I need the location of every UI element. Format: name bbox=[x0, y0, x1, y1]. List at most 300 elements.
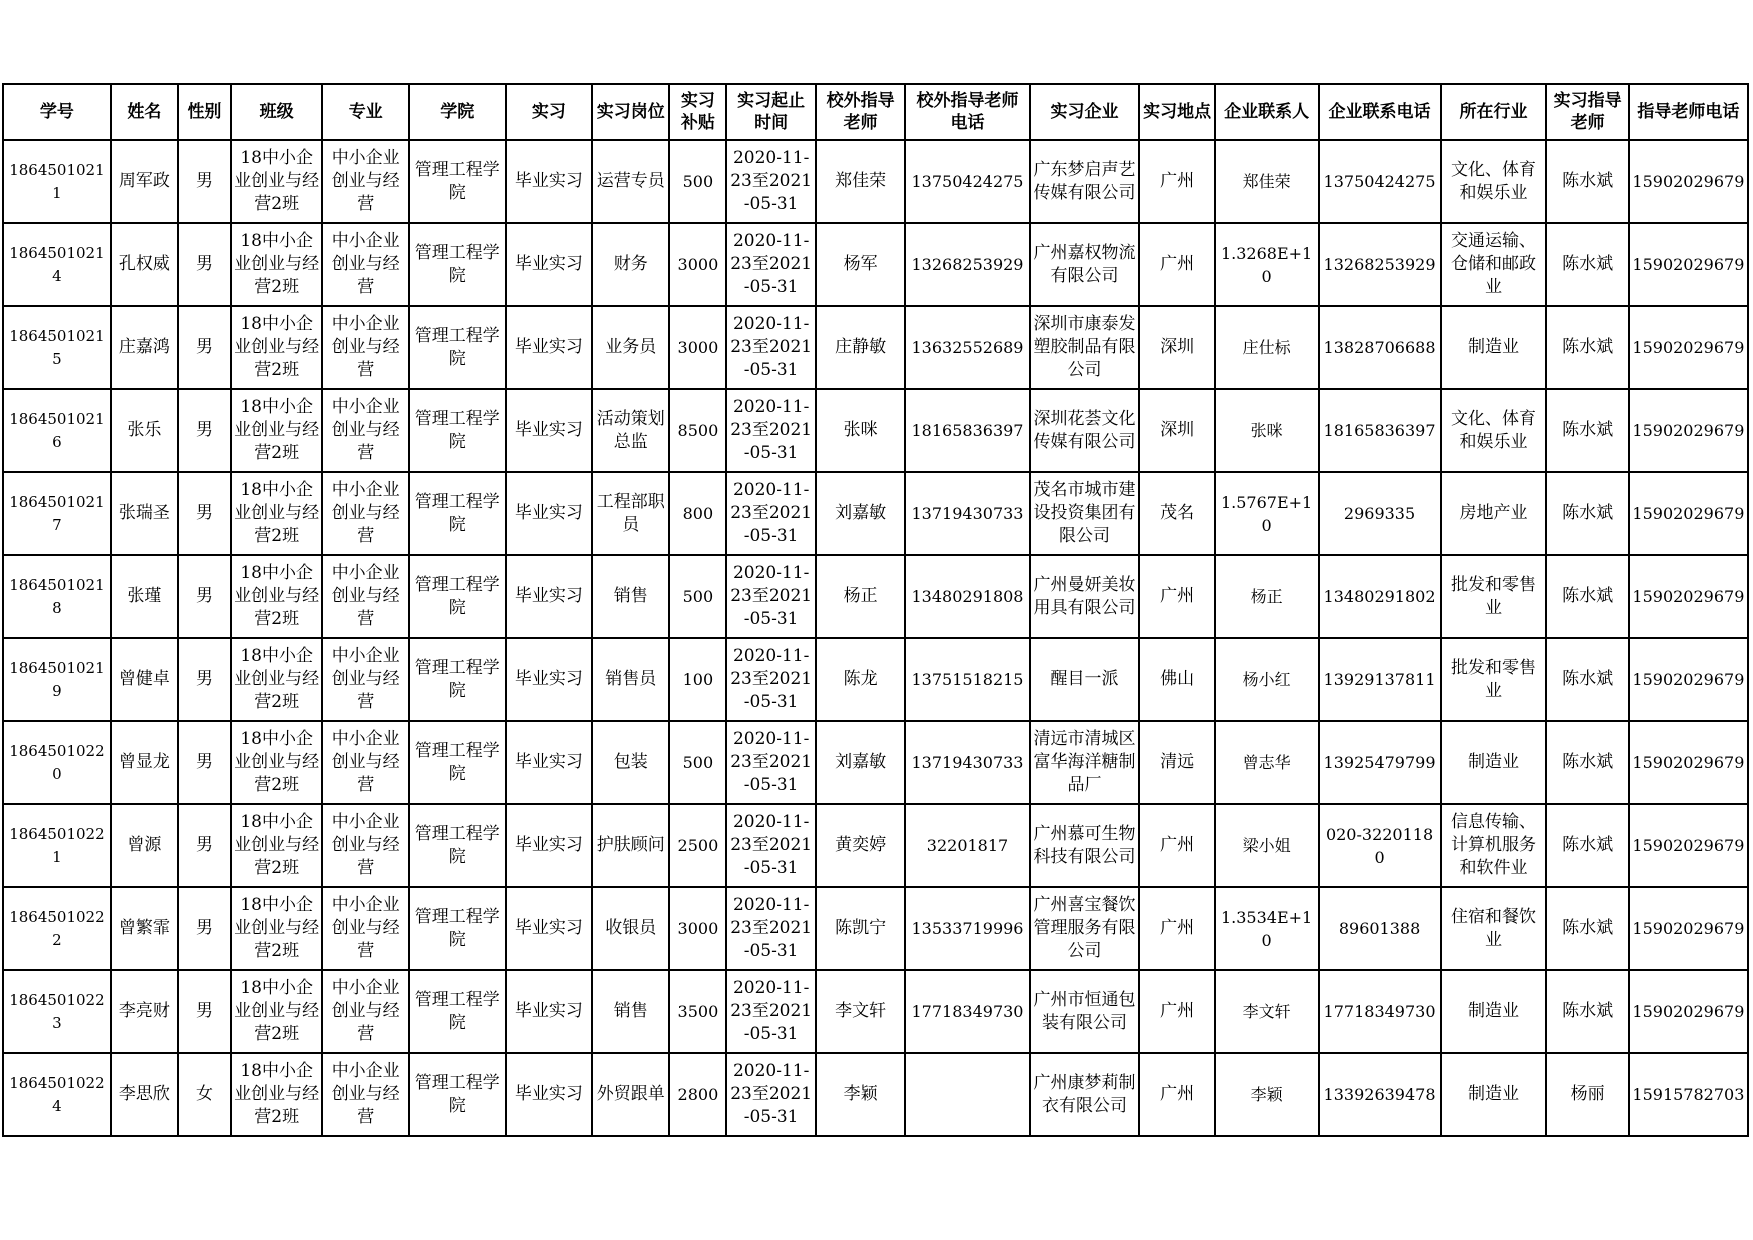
mentor-text: 陈水斌 bbox=[1562, 918, 1614, 938]
header-subsidy: 实习补贴 bbox=[669, 84, 726, 140]
table-row bbox=[3, 1053, 1748, 1136]
cell-internship-type bbox=[506, 555, 592, 638]
cell-gender bbox=[178, 804, 231, 887]
cell-gender bbox=[178, 389, 231, 472]
name-text: 周军政 bbox=[118, 171, 170, 191]
cell-industry bbox=[1441, 306, 1547, 389]
internship-type-text: 毕业实习 bbox=[514, 337, 583, 357]
industry-text: 制造业 bbox=[1468, 1084, 1519, 1104]
cell-mentor-phone bbox=[1629, 555, 1748, 638]
table-row bbox=[3, 638, 1748, 721]
cell-gender bbox=[178, 472, 231, 555]
college-text: 管理工程学院 bbox=[414, 408, 500, 452]
subsidy-text: 3500 bbox=[677, 1002, 719, 1021]
cell-subsidy bbox=[669, 140, 726, 223]
company-contact-text: 李颖 bbox=[1250, 1085, 1283, 1104]
company-text: 深圳花荟文化传媒有限公司 bbox=[1033, 408, 1136, 452]
cell-class bbox=[231, 472, 323, 555]
cell-company bbox=[1030, 472, 1140, 555]
mentor-phone-text: 15902029679 bbox=[1632, 504, 1745, 523]
cell-college bbox=[409, 638, 506, 721]
cell-company-phone bbox=[1319, 887, 1441, 970]
cell-external-mentor-phone bbox=[905, 1053, 1029, 1136]
internship-type-text: 毕业实习 bbox=[514, 835, 583, 855]
period-text: 2020-11-23至2021-05-31 bbox=[730, 148, 813, 214]
cell-external-mentor bbox=[816, 721, 906, 804]
position-text: 运营专员 bbox=[596, 171, 665, 191]
company-contact-text: 杨小红 bbox=[1242, 670, 1291, 689]
cell-subsidy bbox=[669, 970, 726, 1053]
external-mentor-text: 庄静敏 bbox=[835, 337, 887, 357]
name-text: 李亮财 bbox=[118, 1001, 170, 1021]
college-text: 管理工程学院 bbox=[414, 740, 500, 784]
company-phone-text: 2969335 bbox=[1343, 504, 1416, 523]
cell-external-mentor bbox=[816, 389, 906, 472]
cell-period bbox=[726, 638, 816, 721]
cell-gender bbox=[178, 306, 231, 389]
mentor-phone-text: 15902029679 bbox=[1632, 1002, 1745, 1021]
major-text: 中小企业创业与经营 bbox=[331, 895, 400, 961]
location-text: 清远 bbox=[1160, 752, 1195, 772]
external-mentor-phone-text: 13751518215 bbox=[911, 670, 1024, 689]
cell-position bbox=[592, 804, 669, 887]
cell-company bbox=[1030, 804, 1140, 887]
name-text: 庄嘉鸿 bbox=[118, 337, 170, 357]
cell-external-mentor-phone bbox=[905, 721, 1029, 804]
external-mentor-phone-text: 17718349730 bbox=[911, 1002, 1024, 1021]
cell-company-contact bbox=[1215, 223, 1319, 306]
industry-text: 住宿和餐饮业 bbox=[1451, 906, 1536, 950]
cell-gender bbox=[178, 140, 231, 223]
cell-external-mentor bbox=[816, 638, 906, 721]
cell-period bbox=[726, 472, 816, 555]
cell-gender bbox=[178, 887, 231, 970]
table-row bbox=[3, 140, 1748, 223]
student-id-text: 18645010224 bbox=[9, 1073, 105, 1115]
cell-mentor-phone bbox=[1629, 721, 1748, 804]
company-text: 广州喜宝餐饮管理服务有限公司 bbox=[1033, 895, 1136, 961]
external-mentor-phone-text: 13719430733 bbox=[911, 753, 1024, 772]
cell-name bbox=[111, 389, 178, 472]
cell-major bbox=[322, 1053, 408, 1136]
cell-college bbox=[409, 223, 506, 306]
cell-period bbox=[726, 1053, 816, 1136]
cell-position bbox=[592, 1053, 669, 1136]
header-period: 实习起止时间 bbox=[726, 84, 816, 140]
student-id-text: 18645010214 bbox=[9, 243, 105, 285]
mentor-phone-text: 15902029679 bbox=[1632, 172, 1745, 191]
cell-company-contact bbox=[1215, 389, 1319, 472]
cell-name bbox=[111, 638, 178, 721]
cell-position bbox=[592, 306, 669, 389]
external-mentor-text: 陈龙 bbox=[843, 669, 878, 689]
cell-industry bbox=[1441, 389, 1547, 472]
external-mentor-phone-text: 13632552689 bbox=[911, 338, 1024, 357]
location-text: 深圳 bbox=[1160, 337, 1195, 357]
name-text: 张瑾 bbox=[127, 586, 162, 606]
cell-mentor bbox=[1546, 887, 1628, 970]
cell-company-contact bbox=[1215, 638, 1319, 721]
cell-industry bbox=[1441, 804, 1547, 887]
mentor-phone-text: 15902029679 bbox=[1632, 670, 1745, 689]
cell-period bbox=[726, 223, 816, 306]
mentor-text: 陈水斌 bbox=[1562, 503, 1614, 523]
company-contact-text: 郑佳荣 bbox=[1242, 172, 1291, 191]
industry-text: 制造业 bbox=[1468, 752, 1519, 772]
cell-student-id bbox=[3, 638, 111, 721]
cell-internship-type bbox=[506, 721, 592, 804]
external-mentor-text: 李颖 bbox=[843, 1084, 878, 1104]
cell-company-phone bbox=[1319, 638, 1441, 721]
position-text: 财务 bbox=[613, 254, 648, 274]
industry-text: 批发和零售业 bbox=[1451, 574, 1536, 618]
cell-student-id bbox=[3, 389, 111, 472]
cell-major bbox=[322, 804, 408, 887]
major-text: 中小企业创业与经营 bbox=[331, 480, 400, 546]
college-text: 管理工程学院 bbox=[414, 906, 500, 950]
cell-company bbox=[1030, 638, 1140, 721]
cell-subsidy bbox=[669, 306, 726, 389]
period-text: 2020-11-23至2021-05-31 bbox=[730, 480, 813, 546]
cell-external-mentor bbox=[816, 472, 906, 555]
internship-type-text: 毕业实习 bbox=[514, 752, 583, 772]
mentor-phone-text: 15915782703 bbox=[1632, 1085, 1745, 1104]
external-mentor-phone-text: 13268253929 bbox=[911, 255, 1024, 274]
position-text: 收银员 bbox=[605, 918, 657, 938]
cell-student-id bbox=[3, 721, 111, 804]
name-text: 曾显龙 bbox=[118, 752, 170, 772]
cell-position bbox=[592, 638, 669, 721]
gender-text: 男 bbox=[195, 752, 213, 772]
period-text: 2020-11-23至2021-05-31 bbox=[730, 231, 813, 297]
cell-industry bbox=[1441, 472, 1547, 555]
cell-company-contact bbox=[1215, 721, 1319, 804]
cell-mentor-phone bbox=[1629, 970, 1748, 1053]
cell-location bbox=[1139, 1053, 1214, 1136]
name-text: 曾繁霏 bbox=[118, 918, 170, 938]
external-mentor-text: 刘嘉敏 bbox=[835, 752, 887, 772]
cell-class bbox=[231, 887, 323, 970]
cell-position bbox=[592, 970, 669, 1053]
mentor-phone-text: 15902029679 bbox=[1632, 338, 1745, 357]
cell-external-mentor-phone bbox=[905, 140, 1029, 223]
class-text: 18中小企业创业与经营2班 bbox=[234, 563, 320, 629]
subsidy-text: 500 bbox=[682, 753, 714, 772]
gender-text: 男 bbox=[195, 254, 213, 274]
mentor-text: 杨丽 bbox=[1570, 1084, 1605, 1104]
mentor-text: 陈水斌 bbox=[1562, 752, 1614, 772]
cell-major bbox=[322, 306, 408, 389]
cell-student-id bbox=[3, 223, 111, 306]
cell-internship-type bbox=[506, 472, 592, 555]
cell-position bbox=[592, 887, 669, 970]
period-text: 2020-11-23至2021-05-31 bbox=[730, 978, 813, 1044]
company-text: 深圳市康泰发塑胶制品有限公司 bbox=[1033, 314, 1136, 380]
cell-mentor bbox=[1546, 970, 1628, 1053]
cell-external-mentor bbox=[816, 804, 906, 887]
cell-industry bbox=[1441, 223, 1547, 306]
cell-location bbox=[1139, 721, 1214, 804]
cell-period bbox=[726, 389, 816, 472]
external-mentor-phone-text: 13533719996 bbox=[911, 919, 1024, 938]
cell-period bbox=[726, 140, 816, 223]
cell-mentor-phone bbox=[1629, 306, 1748, 389]
company-contact-text: 1.5767E+10 bbox=[1220, 492, 1313, 535]
cell-student-id bbox=[3, 306, 111, 389]
student-id-text: 18645010222 bbox=[9, 907, 105, 949]
cell-major bbox=[322, 638, 408, 721]
cell-subsidy bbox=[669, 887, 726, 970]
company-contact-text: 李文轩 bbox=[1242, 1002, 1291, 1021]
gender-text: 男 bbox=[195, 337, 213, 357]
cell-company bbox=[1030, 389, 1140, 472]
location-text: 广州 bbox=[1160, 1001, 1195, 1021]
gender-text: 男 bbox=[195, 669, 213, 689]
major-text: 中小企业创业与经营 bbox=[331, 397, 400, 463]
header-external-mentor-phone: 校外指导老师电话 bbox=[905, 84, 1029, 140]
major-text: 中小企业创业与经营 bbox=[331, 1061, 400, 1127]
mentor-phone-text: 15902029679 bbox=[1632, 753, 1745, 772]
company-phone-text: 13925479799 bbox=[1323, 753, 1436, 772]
class-text: 18中小企业创业与经营2班 bbox=[234, 231, 320, 297]
student-id-text: 18645010223 bbox=[9, 990, 105, 1032]
cell-college bbox=[409, 306, 506, 389]
gender-text: 男 bbox=[195, 918, 213, 938]
location-text: 广州 bbox=[1160, 918, 1195, 938]
industry-text: 批发和零售业 bbox=[1451, 657, 1536, 701]
cell-gender bbox=[178, 1053, 231, 1136]
subsidy-text: 3000 bbox=[677, 255, 719, 274]
cell-mentor-phone bbox=[1629, 804, 1748, 887]
position-text: 销售 bbox=[613, 1001, 648, 1021]
cell-class bbox=[231, 1053, 323, 1136]
company-text: 茂名市城市建设投资集团有限公司 bbox=[1033, 480, 1136, 546]
external-mentor-phone-text: 18165836397 bbox=[911, 421, 1024, 440]
student-id-text: 18645010221 bbox=[9, 824, 105, 866]
college-text: 管理工程学院 bbox=[414, 823, 500, 867]
cell-company-contact bbox=[1215, 887, 1319, 970]
cell-position bbox=[592, 389, 669, 472]
cell-location bbox=[1139, 555, 1214, 638]
period-text: 2020-11-23至2021-05-31 bbox=[730, 812, 813, 878]
cell-mentor bbox=[1546, 1053, 1628, 1136]
cell-position bbox=[592, 223, 669, 306]
major-text: 中小企业创业与经营 bbox=[331, 729, 400, 795]
period-text: 2020-11-23至2021-05-31 bbox=[730, 563, 813, 629]
company-text: 广州市恒通包装有限公司 bbox=[1033, 989, 1136, 1033]
cell-internship-type bbox=[506, 887, 592, 970]
external-mentor-text: 杨正 bbox=[843, 586, 878, 606]
cell-mentor-phone bbox=[1629, 223, 1748, 306]
external-mentor-phone-text: 13480291808 bbox=[911, 587, 1024, 606]
cell-company-contact bbox=[1215, 472, 1319, 555]
cell-class bbox=[231, 721, 323, 804]
company-contact-text: 1.3534E+10 bbox=[1220, 907, 1313, 950]
cell-external-mentor-phone bbox=[905, 555, 1029, 638]
cell-name bbox=[111, 306, 178, 389]
cell-period bbox=[726, 970, 816, 1053]
cell-mentor bbox=[1546, 721, 1628, 804]
cell-name bbox=[111, 555, 178, 638]
company-text: 广州慕可生物科技有限公司 bbox=[1033, 823, 1136, 867]
period-text: 2020-11-23至2021-05-31 bbox=[730, 314, 813, 380]
cell-location bbox=[1139, 970, 1214, 1053]
gender-text: 男 bbox=[195, 1001, 213, 1021]
cell-mentor bbox=[1546, 389, 1628, 472]
student-id-text: 18645010216 bbox=[9, 409, 105, 451]
cell-gender bbox=[178, 555, 231, 638]
class-text: 18中小企业创业与经营2班 bbox=[234, 480, 320, 546]
table-row bbox=[3, 887, 1748, 970]
location-text: 广州 bbox=[1160, 586, 1195, 606]
cell-industry bbox=[1441, 555, 1547, 638]
name-text: 孔权威 bbox=[118, 254, 170, 274]
internship-type-text: 毕业实习 bbox=[514, 586, 583, 606]
college-text: 管理工程学院 bbox=[414, 574, 500, 618]
college-text: 管理工程学院 bbox=[414, 657, 500, 701]
cell-external-mentor-phone bbox=[905, 223, 1029, 306]
table-row bbox=[3, 389, 1748, 472]
cell-internship-type bbox=[506, 970, 592, 1053]
location-text: 广州 bbox=[1160, 835, 1195, 855]
header-class: 班级 bbox=[231, 84, 323, 140]
external-mentor-text: 张咪 bbox=[843, 420, 878, 440]
table-row bbox=[3, 804, 1748, 887]
cell-student-id bbox=[3, 887, 111, 970]
mentor-phone-text: 15902029679 bbox=[1632, 919, 1745, 938]
class-text: 18中小企业创业与经营2班 bbox=[234, 314, 320, 380]
name-text: 李思欣 bbox=[118, 1084, 170, 1104]
cell-company-phone bbox=[1319, 970, 1441, 1053]
cell-class bbox=[231, 306, 323, 389]
industry-text: 信息传输、计算机服务和软件业 bbox=[1451, 812, 1536, 878]
cell-major bbox=[322, 887, 408, 970]
cell-student-id bbox=[3, 555, 111, 638]
company-contact-text: 庄仕标 bbox=[1242, 338, 1291, 357]
cell-external-mentor bbox=[816, 1053, 906, 1136]
cell-company bbox=[1030, 306, 1140, 389]
external-mentor-text: 陈凯宁 bbox=[835, 918, 887, 938]
cell-college bbox=[409, 970, 506, 1053]
cell-external-mentor-phone bbox=[905, 472, 1029, 555]
mentor-text: 陈水斌 bbox=[1562, 254, 1614, 274]
cell-mentor bbox=[1546, 140, 1628, 223]
external-mentor-text: 黄奕婷 bbox=[835, 835, 887, 855]
cell-student-id bbox=[3, 140, 111, 223]
cell-position bbox=[592, 721, 669, 804]
class-text: 18中小企业创业与经营2班 bbox=[234, 978, 320, 1044]
cell-class bbox=[231, 389, 323, 472]
major-text: 中小企业创业与经营 bbox=[331, 231, 400, 297]
cell-location bbox=[1139, 804, 1214, 887]
period-text: 2020-11-23至2021-05-31 bbox=[730, 646, 813, 712]
cell-major bbox=[322, 223, 408, 306]
cell-major bbox=[322, 472, 408, 555]
location-text: 茂名 bbox=[1160, 503, 1195, 523]
cell-major bbox=[322, 389, 408, 472]
cell-mentor bbox=[1546, 638, 1628, 721]
cell-name bbox=[111, 472, 178, 555]
cell-student-id bbox=[3, 472, 111, 555]
student-id-text: 18645010220 bbox=[9, 741, 105, 783]
period-text: 2020-11-23至2021-05-31 bbox=[730, 895, 813, 961]
header-mentor: 实习指导老师 bbox=[1546, 84, 1628, 140]
cell-name bbox=[111, 223, 178, 306]
position-text: 销售员 bbox=[605, 669, 657, 689]
major-text: 中小企业创业与经营 bbox=[331, 148, 400, 214]
cell-company-phone bbox=[1319, 1053, 1441, 1136]
position-text: 外贸跟单 bbox=[596, 1084, 665, 1104]
internship-type-text: 毕业实习 bbox=[514, 1001, 583, 1021]
student-id-text: 18645010219 bbox=[9, 658, 105, 700]
cell-mentor bbox=[1546, 804, 1628, 887]
cell-company-contact bbox=[1215, 306, 1319, 389]
location-text: 佛山 bbox=[1160, 669, 1195, 689]
cell-internship-type bbox=[506, 804, 592, 887]
table-row bbox=[3, 223, 1748, 306]
cell-external-mentor bbox=[816, 306, 906, 389]
cell-company bbox=[1030, 721, 1140, 804]
cell-location bbox=[1139, 887, 1214, 970]
college-text: 管理工程学院 bbox=[414, 325, 500, 369]
company-text: 清远市清城区富华海洋糖制品厂 bbox=[1033, 729, 1136, 795]
class-text: 18中小企业创业与经营2班 bbox=[234, 148, 320, 214]
subsidy-text: 3000 bbox=[677, 919, 719, 938]
cell-gender bbox=[178, 223, 231, 306]
cell-company-contact bbox=[1215, 970, 1319, 1053]
cell-external-mentor-phone bbox=[905, 306, 1029, 389]
company-phone-text: 13268253929 bbox=[1323, 255, 1436, 274]
cell-major bbox=[322, 140, 408, 223]
student-id-text: 18645010215 bbox=[9, 326, 105, 368]
cell-internship-type bbox=[506, 140, 592, 223]
company-phone-text: 18165836397 bbox=[1323, 421, 1436, 440]
cell-name bbox=[111, 1053, 178, 1136]
cell-internship-type bbox=[506, 306, 592, 389]
cell-major bbox=[322, 970, 408, 1053]
class-text: 18中小企业创业与经营2班 bbox=[234, 729, 320, 795]
cell-external-mentor bbox=[816, 970, 906, 1053]
mentor-text: 陈水斌 bbox=[1562, 171, 1614, 191]
industry-text: 文化、体育和娱乐业 bbox=[1451, 408, 1536, 452]
location-text: 广州 bbox=[1160, 254, 1195, 274]
cell-mentor bbox=[1546, 223, 1628, 306]
class-text: 18中小企业创业与经营2班 bbox=[234, 1061, 320, 1127]
cell-subsidy bbox=[669, 638, 726, 721]
cell-company-phone bbox=[1319, 223, 1441, 306]
cell-subsidy bbox=[669, 223, 726, 306]
company-phone-text: 89601388 bbox=[1338, 919, 1421, 938]
class-text: 18中小企业创业与经营2班 bbox=[234, 397, 320, 463]
cell-period bbox=[726, 555, 816, 638]
cell-mentor bbox=[1546, 472, 1628, 555]
cell-company-phone bbox=[1319, 472, 1441, 555]
cell-location bbox=[1139, 306, 1214, 389]
cell-external-mentor-phone bbox=[905, 804, 1029, 887]
cell-period bbox=[726, 306, 816, 389]
college-text: 管理工程学院 bbox=[414, 989, 500, 1033]
cell-company-contact bbox=[1215, 804, 1319, 887]
cell-position bbox=[592, 472, 669, 555]
cell-name bbox=[111, 887, 178, 970]
student-id-text: 18645010218 bbox=[9, 575, 105, 617]
cell-mentor-phone bbox=[1629, 140, 1748, 223]
cell-class bbox=[231, 140, 323, 223]
gender-text: 女 bbox=[195, 1084, 213, 1104]
cell-company-phone bbox=[1319, 389, 1441, 472]
major-text: 中小企业创业与经营 bbox=[331, 978, 400, 1044]
position-text: 业务员 bbox=[605, 337, 657, 357]
